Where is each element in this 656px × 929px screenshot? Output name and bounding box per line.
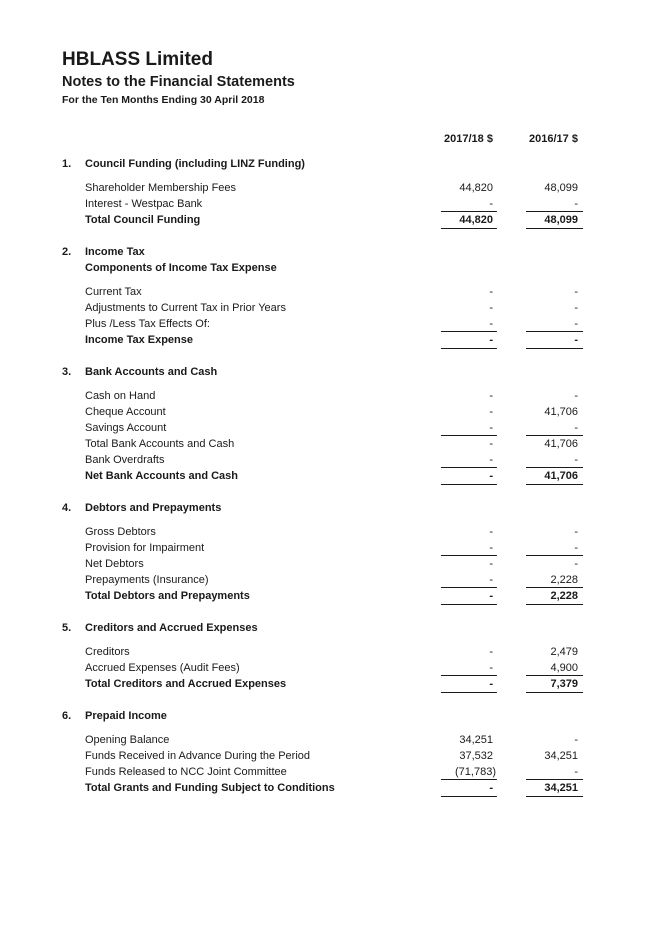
- value-2016-17: 2,479: [550, 646, 578, 658]
- value-2017-18: -: [489, 318, 493, 330]
- note-title: Debtors and Prepayments: [85, 502, 222, 514]
- note-subtitle: Components of Income Tax Expense: [85, 262, 277, 274]
- row-label: Opening Balance: [85, 734, 170, 746]
- value-2016-17: -: [574, 390, 578, 402]
- value-2017-18: -: [489, 526, 493, 538]
- total-rule: [441, 604, 497, 605]
- note-number: 2.: [62, 246, 72, 258]
- company-name: HBLASS Limited: [62, 49, 213, 70]
- total-rule: [526, 796, 583, 797]
- value-2017-18: 37,532: [459, 750, 493, 762]
- total-rule: [526, 692, 583, 693]
- note-3-heading: [0, 364, 656, 380]
- value-2016-17: -: [574, 454, 578, 466]
- value-2016-17: -: [574, 318, 578, 330]
- table-row: [0, 284, 656, 300]
- note-5-heading: [0, 620, 656, 636]
- row-label: Creditors: [85, 646, 130, 658]
- total-rule: [441, 348, 497, 349]
- row-label: Plus /Less Tax Effects Of:: [85, 318, 210, 330]
- table-row: [0, 764, 656, 780]
- note-number: 4.: [62, 502, 72, 514]
- note-number: 3.: [62, 366, 72, 378]
- table-row: [0, 748, 656, 764]
- row-label: Total Debtors and Prepayments: [85, 590, 250, 602]
- value-2017-18: -: [489, 302, 493, 314]
- total-row: [0, 332, 656, 348]
- table-row: [0, 180, 656, 196]
- note-1-heading: [0, 156, 656, 172]
- total-row: [0, 676, 656, 692]
- value-2017-18: -: [489, 422, 493, 434]
- note-number: 1.: [62, 158, 72, 170]
- table-row: [0, 524, 656, 540]
- value-2016-17: 41,706: [544, 406, 578, 418]
- row-label: Prepayments (Insurance): [85, 574, 209, 586]
- total-row: [0, 588, 656, 604]
- value-2016-17: 4,900: [550, 662, 578, 674]
- row-label: Provision for Impairment: [85, 542, 205, 554]
- note-number: 6.: [62, 710, 72, 722]
- row-label: Cheque Account: [85, 406, 166, 418]
- table-row: [0, 660, 656, 676]
- value-2017-18: -: [489, 334, 493, 346]
- value-2016-17: -: [574, 334, 578, 346]
- note-title: Creditors and Accrued Expenses: [85, 622, 258, 634]
- note-6-heading: [0, 708, 656, 724]
- row-label: Shareholder Membership Fees: [85, 182, 237, 194]
- value-2017-18: -: [489, 662, 493, 674]
- note-2-subheading: [0, 260, 656, 276]
- row-label: Cash on Hand: [85, 390, 156, 402]
- column-header-2016-17: 2016/17 $: [529, 133, 578, 145]
- value-2017-18: -: [489, 542, 493, 554]
- row-label: Total Bank Accounts and Cash: [85, 438, 235, 450]
- value-2017-18: -: [489, 590, 493, 602]
- value-2017-18: (71,783): [455, 766, 496, 778]
- value-2017-18: -: [489, 390, 493, 402]
- table-row: [0, 732, 656, 748]
- value-2016-17: 2,228: [550, 574, 578, 586]
- note-title: Prepaid Income: [85, 710, 167, 722]
- table-row: [0, 436, 656, 452]
- row-label: Funds Received in Advance During the Period: [85, 750, 311, 762]
- value-2016-17: -: [574, 198, 578, 210]
- note-number: 5.: [62, 622, 72, 634]
- value-2017-18: -: [489, 646, 493, 658]
- total-row: [0, 780, 656, 796]
- table-row: [0, 404, 656, 420]
- table-row: [0, 540, 656, 556]
- value-2016-17: 48,099: [544, 214, 578, 226]
- row-label: Interest - Westpac Bank: [85, 198, 203, 210]
- note-4-heading: [0, 500, 656, 516]
- total-rule: [526, 228, 583, 229]
- row-label: Savings Account: [85, 422, 167, 434]
- total-rule: [441, 796, 497, 797]
- value-2016-17: -: [574, 422, 578, 434]
- row-label: Current Tax: [85, 286, 142, 298]
- value-2017-18: -: [489, 198, 493, 210]
- row-label: Total Creditors and Accrued Expenses: [85, 678, 287, 690]
- note-title: Bank Accounts and Cash: [85, 366, 218, 378]
- value-2017-18: 44,820: [459, 182, 493, 194]
- total-rule: [526, 604, 583, 605]
- value-2017-18: -: [489, 454, 493, 466]
- row-label: Net Bank Accounts and Cash: [85, 470, 239, 482]
- value-2017-18: -: [489, 782, 493, 794]
- value-2017-18: -: [489, 574, 493, 586]
- table-row: [0, 300, 656, 316]
- value-2016-17: 41,706: [544, 470, 578, 482]
- value-2016-17: -: [574, 734, 578, 746]
- row-label: Accrued Expenses (Audit Fees): [85, 662, 240, 674]
- row-label: Income Tax Expense: [85, 334, 194, 346]
- row-label: Total Grants and Funding Subject to Conditions: [85, 782, 335, 794]
- document-title: Notes to the Financial Statements: [62, 74, 295, 90]
- total-rule: [526, 484, 583, 485]
- value-2016-17: 34,251: [544, 782, 578, 794]
- table-row: [0, 388, 656, 404]
- note-title: Income Tax: [85, 246, 145, 258]
- row-label: Bank Overdrafts: [85, 454, 165, 466]
- row-label: Net Debtors: [85, 558, 144, 570]
- table-row: [0, 452, 656, 468]
- value-2016-17: -: [574, 286, 578, 298]
- value-2017-18: -: [489, 470, 493, 482]
- total-rule: [441, 692, 497, 693]
- value-2016-17: -: [574, 302, 578, 314]
- table-row: [0, 420, 656, 436]
- row-label: Total Council Funding: [85, 214, 201, 226]
- value-2017-18: 44,820: [459, 214, 493, 226]
- total-rule: [441, 484, 497, 485]
- value-2016-17: -: [574, 766, 578, 778]
- value-2016-17: 48,099: [544, 182, 578, 194]
- row-label: Adjustments to Current Tax in Prior Years: [85, 302, 286, 314]
- table-row: [0, 572, 656, 588]
- value-2016-17: 7,379: [550, 678, 578, 690]
- table-row: [0, 644, 656, 660]
- value-2016-17: 34,251: [544, 750, 578, 762]
- total-row: [0, 468, 656, 484]
- row-label: Gross Debtors: [85, 526, 156, 538]
- row-label: Funds Released to NCC Joint Committee: [85, 766, 287, 778]
- value-2017-18: -: [489, 558, 493, 570]
- value-2016-17: -: [574, 526, 578, 538]
- note-2-heading: [0, 244, 656, 260]
- value-2017-18: -: [489, 406, 493, 418]
- table-row: [0, 196, 656, 212]
- note-title: Council Funding (including LINZ Funding): [85, 158, 305, 170]
- value-2017-18: -: [489, 678, 493, 690]
- total-rule: [441, 228, 497, 229]
- value-2017-18: 34,251: [459, 734, 493, 746]
- value-2016-17: 41,706: [544, 438, 578, 450]
- period-caption: For the Ten Months Ending 30 April 2018: [62, 94, 265, 106]
- value-2017-18: -: [489, 438, 493, 450]
- value-2016-17: -: [574, 558, 578, 570]
- column-header-2017-18: 2017/18 $: [444, 133, 493, 145]
- value-2017-18: -: [489, 286, 493, 298]
- total-row: [0, 212, 656, 228]
- value-2016-17: 2,228: [550, 590, 578, 602]
- table-row: [0, 316, 656, 332]
- value-2016-17: -: [574, 542, 578, 554]
- table-row: [0, 556, 656, 572]
- total-rule: [526, 348, 583, 349]
